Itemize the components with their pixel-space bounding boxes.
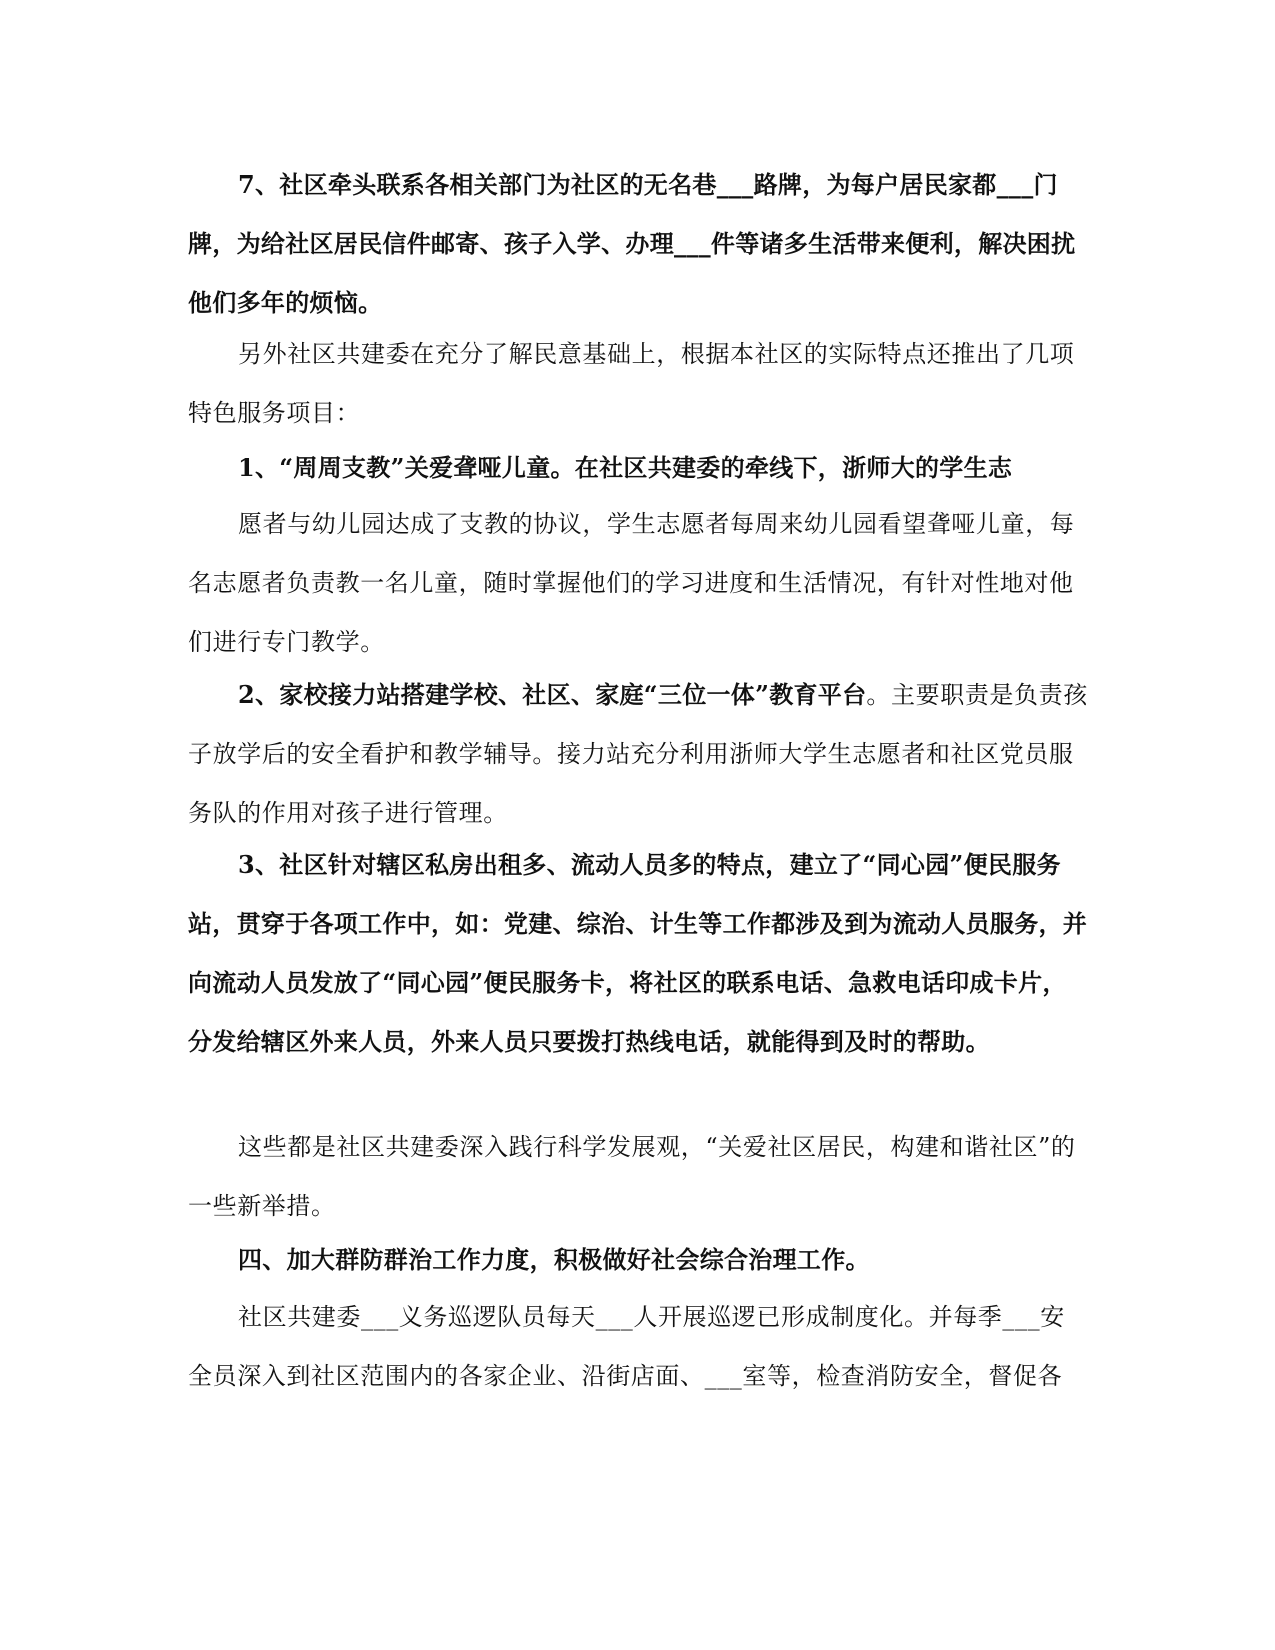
paragraph-summary: 这些都是社区共建委深入践行科学发展观，“关爱社区居民，构建和谐社区”的一些新举措。 [188, 1133, 1076, 1220]
section-heading-four: 四、加大群防群治工作力度，积极做好社会综合治理工作。 [238, 1245, 870, 1274]
paragraph-item-1-body: 愿者与幼儿园达成了支教的协议，学生志愿者每周来幼儿园看望聋哑儿童，每名志愿者负责教一名儿童，随时掌握他们的学习进度和生活情况，有针对性地对他们进行专门教学。 [188, 510, 1075, 656]
paragraph-patrol: 社区共建委___义务巡逻队员每天___人开展巡逻已形成制度化。并每季___安全员深入到社区范围内的各家企业、沿街店面、___室等，检查消防安全，督促各 [188, 1303, 1065, 1390]
paragraph-other-projects: 另外社区共建委在充分了解民意基础上，根据本社区的实际特点还推出了几项特色服务项目： [188, 340, 1075, 427]
paragraph-item-2 [188, 665, 1088, 843]
paragraph-item-3: 3、社区针对辖区私房出租多、流动人员多的特点，建立了“同心园”便民服务站，贯穿于各项工作中，如：党建、综治、计生等工作都涉及到为流动人员服务，并向流动人员发放了“同心园”便民服务卡，将社区的联系电话、急救电话印成卡片，分发给辖区外来人员，外来人员只要拨打热线电话，就能得到及时的帮助。 [188, 850, 1088, 1056]
paragraph-item-7: 7、社区牵头联系各相关部门为社区的无名巷___路牌，为每户居民家都___门牌，为给社区居民信件邮寄、孩子入学、办理___件等诸多生活带来便利，解决困扰他们多年的烦恼。 [188, 170, 1076, 317]
paragraph-item-2-heading: 2、家校接力站搭建学校、社区、家庭“三位一体”教育平台 [238, 680, 867, 709]
paragraph-item-1-heading: 1、“周周支教”关爱聋哑儿童。在社区共建委的牵线下，浙师大的学生志 [238, 453, 1013, 482]
paragraph-item-2-body: 。主要职责是负责孩子放学后的安全看护和教学辅导。接力站充分利用浙师大学生志愿者和社区党员服务队的作用对孩子进行管理。 [188, 681, 1088, 827]
